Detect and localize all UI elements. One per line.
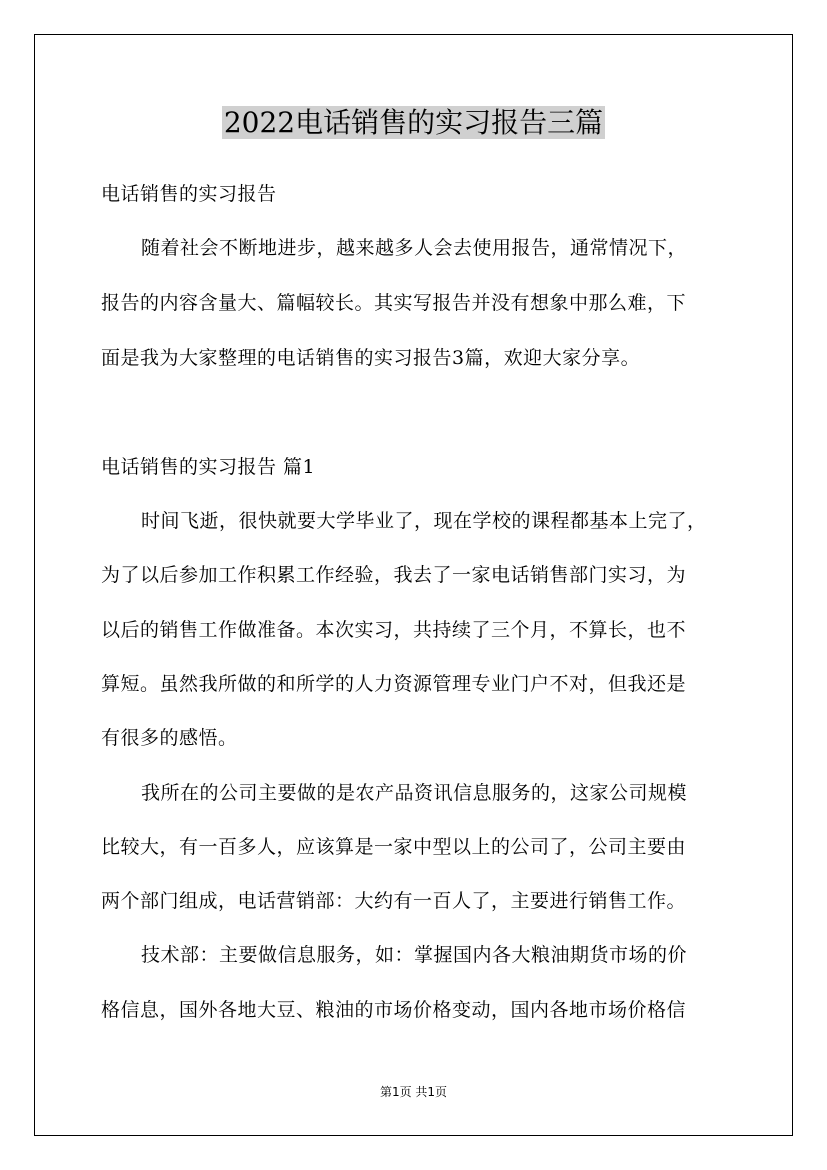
report-heading: 电话销售的实习报告 xyxy=(101,183,277,205)
paragraph-line: 技术部：主要做信息服务，如：掌握国内各大粮油期货市场的价 xyxy=(141,944,688,966)
paragraph-line: 比较大，有一百多人，应该算是一家中型以上的公司了，公司主要由 xyxy=(101,836,687,858)
paragraph-line: 以后的销售工作做准备。本次实习，共持续了三个月，不算长，也不 xyxy=(101,619,687,641)
paragraph-line: 算短。虽然我所做的和所学的人力资源管理专业门户不对，但我还是 xyxy=(101,673,687,695)
paragraph-line: 我所在的公司主要做的是农产品资讯信息服务的，这家公司规模 xyxy=(141,782,688,804)
paragraph-line: 有很多的感悟。 xyxy=(101,727,238,749)
page-footer: 第1页 共1页 xyxy=(379,1085,448,1099)
document-title xyxy=(0,104,827,142)
paragraph-line: 时间飞逝，很快就要大学毕业了，现在学校的课程都基本上完了， xyxy=(141,510,707,532)
intro-line: 面是我为大家整理的电话销售的实习报告3篇，欢迎大家分享。 xyxy=(101,347,641,369)
paragraph-line: 格信息，国外各地大豆、粮油的市场价格变动，国内各地市场价格信 xyxy=(101,999,687,1021)
paragraph-line: 为了以后参加工作积累工作经验，我去了一家电话销售部门实习，为 xyxy=(101,564,687,586)
title-text: 2022电话销售的实习报告三篇 xyxy=(223,106,604,139)
paragraph-line: 两个部门组成，电话营销部：大约有一百人了，主要进行销售工作。 xyxy=(101,890,687,912)
section-heading: 电话销售的实习报告 篇1 xyxy=(101,456,316,478)
intro-line: 随着社会不断地进步，越来越多人会去使用报告，通常情况下， xyxy=(141,237,688,259)
intro-line: 报告的内容含量大、篇幅较长。其实写报告并没有想象中那么难，下 xyxy=(101,292,687,314)
